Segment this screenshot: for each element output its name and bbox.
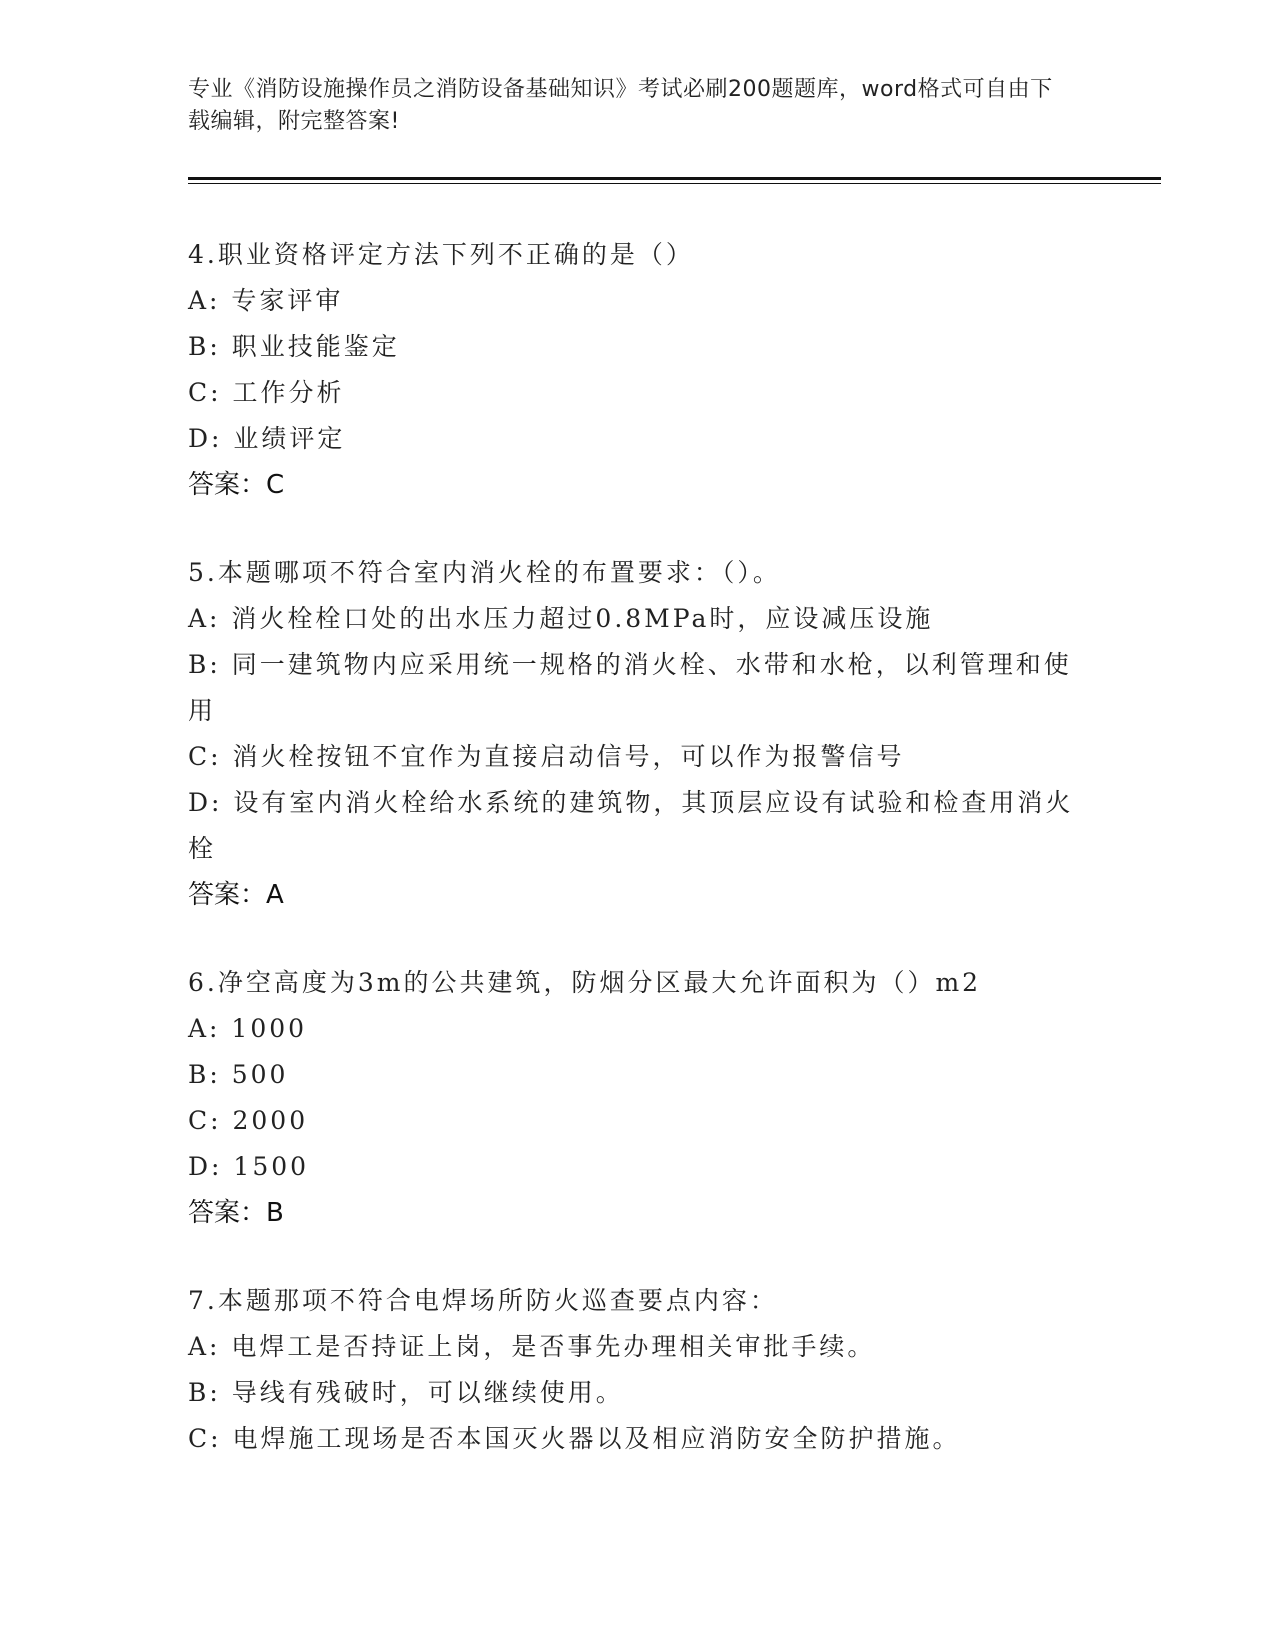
question-stem: 7.本题那项不符合电焊场所防火巡查要点内容： (188, 1286, 778, 1315)
option-a: A: 1000 (188, 1014, 308, 1043)
option-a: A: 电焊工是否持证上岗，是否事先办理相关审批手续。 (188, 1332, 876, 1361)
option-c: C: 消火栓按钮不宜作为直接启动信号，可以作为报警信号 (188, 742, 905, 771)
option-a: A: 消火栓栓口处的出水压力超过0.8MPa时，应设减压设施 (188, 604, 934, 633)
option-b: B: 职业技能鉴定 (188, 332, 400, 361)
option-c: C: 电焊施工现场是否本国灭火器以及相应消防安全防护措施。 (188, 1424, 961, 1453)
answer-label: 答案：C (188, 470, 285, 500)
answer-label: 答案：B (188, 1198, 284, 1228)
question-6 (188, 960, 1088, 1236)
header-divider-thin (188, 183, 1161, 184)
option-b: B: 导线有残破时，可以继续使用。 (188, 1378, 624, 1407)
question-stem: 5.本题哪项不符合室内消火栓的布置要求：（）。 (188, 558, 781, 587)
option-b: B: 同一建筑物内应采用统一规格的消火栓、水带和水枪，以利管理和使用 (188, 650, 1072, 725)
answer-label: 答案：A (188, 880, 284, 910)
option-d: D: 1500 (188, 1152, 310, 1181)
option-a: A: 专家评审 (188, 286, 344, 315)
question-stem: 6.净空高度为3m的公共建筑，防烟分区最大允许面积为（）m2 (188, 968, 982, 997)
question-list (188, 232, 1088, 1504)
option-c: C: 2000 (188, 1106, 309, 1135)
question-5 (188, 550, 1088, 918)
question-4 (188, 232, 1088, 508)
option-d: D: 设有室内消火栓给水系统的建筑物，其顶层应设有试验和检查用消火栓 (188, 788, 1074, 863)
option-d: D: 业绩评定 (188, 424, 346, 453)
question-7 (188, 1278, 1088, 1462)
option-b: B: 500 (188, 1060, 289, 1089)
document-header: 专业《消防设施操作员之消防设备基础知识》考试必刷200题题库，word格式可自由下载编辑，附完整答案! (188, 77, 1053, 134)
question-stem: 4.职业资格评定方法下列不正确的是（） (188, 240, 694, 269)
option-c: C: 工作分析 (188, 378, 345, 407)
header-divider-thick (188, 177, 1161, 180)
